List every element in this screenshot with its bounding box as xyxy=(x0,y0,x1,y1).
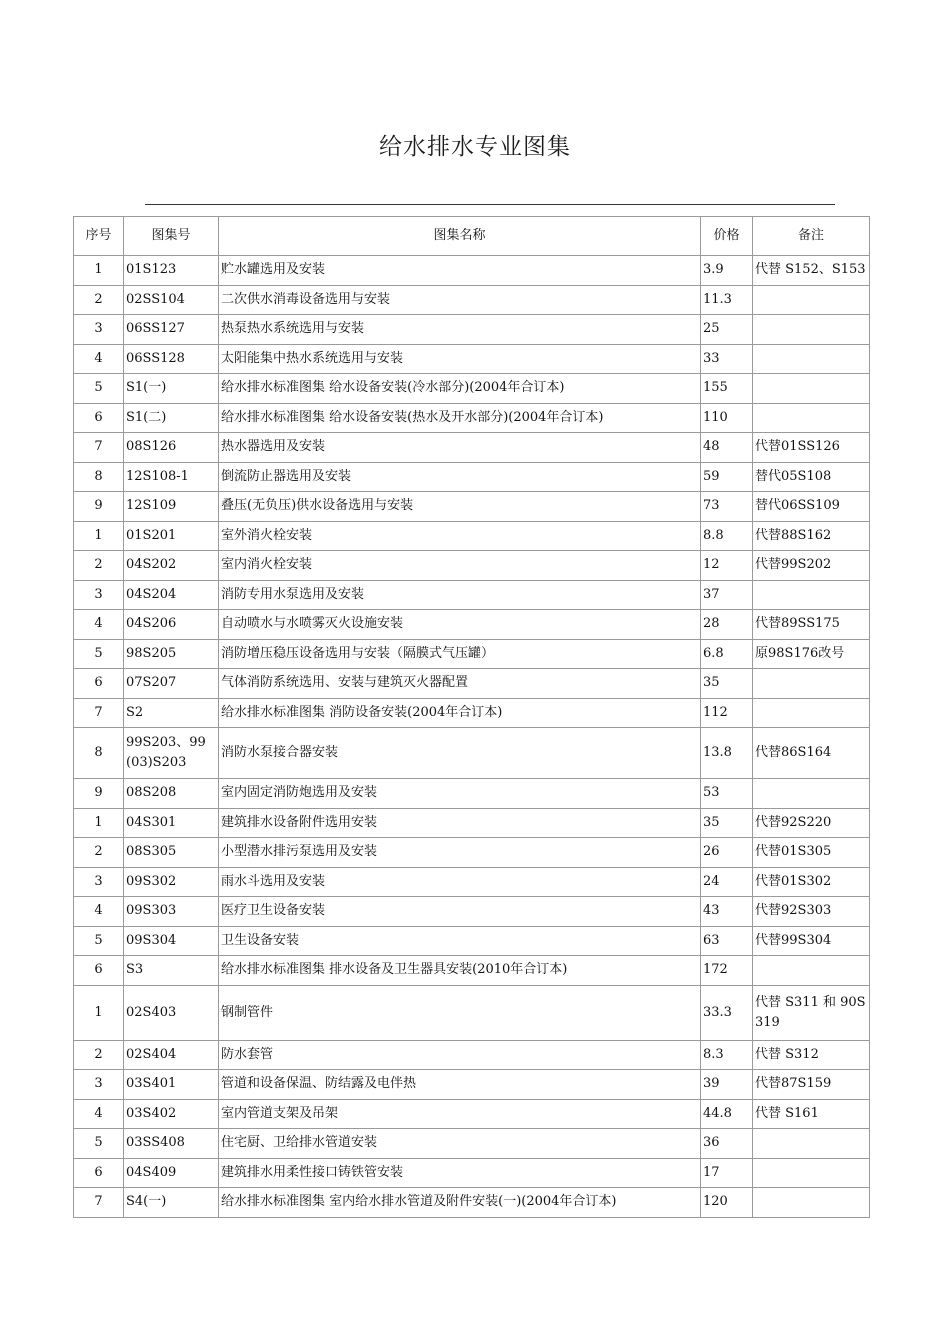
cell-name: 贮水罐选用及安装 xyxy=(219,256,701,286)
cell-note xyxy=(753,403,870,433)
cell-seq: 2 xyxy=(74,551,124,581)
cell-code: 01S123 xyxy=(124,256,219,286)
cell-seq: 2 xyxy=(74,285,124,315)
cell-note: 代替99S202 xyxy=(753,551,870,581)
cell-code: S1(二) xyxy=(124,403,219,433)
cell-code: 03S402 xyxy=(124,1099,219,1129)
table-row xyxy=(74,1188,870,1218)
cell-note xyxy=(753,669,870,699)
cell-name: 倒流防止器选用及安装 xyxy=(219,462,701,492)
cell-name: 二次供水消毒设备选用与安装 xyxy=(219,285,701,315)
cell-name: 钢制管件 xyxy=(219,985,701,1040)
cell-note xyxy=(753,285,870,315)
cell-seq: 4 xyxy=(74,897,124,927)
cell-name: 给水排水标准图集 给水设备安装(冷水部分)(2004年合订本) xyxy=(219,374,701,404)
cell-note xyxy=(753,698,870,728)
cell-code: 01S201 xyxy=(124,521,219,551)
table-row xyxy=(74,956,870,986)
cell-seq: 3 xyxy=(74,315,124,345)
cell-price: 17 xyxy=(701,1158,753,1188)
cell-seq: 4 xyxy=(74,610,124,640)
table-row xyxy=(74,1158,870,1188)
cell-price: 59 xyxy=(701,462,753,492)
cell-price: 53 xyxy=(701,779,753,809)
cell-seq: 1 xyxy=(74,808,124,838)
cell-code: 08S208 xyxy=(124,779,219,809)
cell-code: 07S207 xyxy=(124,669,219,699)
table-row xyxy=(74,580,870,610)
cell-note xyxy=(753,779,870,809)
cell-price: 36 xyxy=(701,1129,753,1159)
cell-code: 02SS104 xyxy=(124,285,219,315)
cell-name: 小型潜水排污泵选用及安装 xyxy=(219,838,701,868)
table-row xyxy=(74,669,870,699)
cell-seq: 1 xyxy=(74,256,124,286)
cell-note: 代替01SS126 xyxy=(753,433,870,463)
cell-code: 03SS408 xyxy=(124,1129,219,1159)
cell-code: 04S409 xyxy=(124,1158,219,1188)
cell-note: 代替01S305 xyxy=(753,838,870,868)
cell-note: 代替89SS175 xyxy=(753,610,870,640)
cell-price: 6.8 xyxy=(701,639,753,669)
cell-note: 代替87S159 xyxy=(753,1070,870,1100)
cell-name: 室内管道支架及吊架 xyxy=(219,1099,701,1129)
cell-code: 03S401 xyxy=(124,1070,219,1100)
atlas-table xyxy=(73,216,870,1218)
cell-note xyxy=(753,315,870,345)
cell-name: 给水排水标准图集 给水设备安装(热水及开水部分)(2004年合订本) xyxy=(219,403,701,433)
cell-code: 02S404 xyxy=(124,1040,219,1070)
cell-name: 建筑排水设备附件选用安装 xyxy=(219,808,701,838)
cell-note xyxy=(753,956,870,986)
cell-note xyxy=(753,344,870,374)
cell-seq: 6 xyxy=(74,669,124,699)
table-row xyxy=(74,926,870,956)
cell-note xyxy=(753,1158,870,1188)
cell-seq: 2 xyxy=(74,1040,124,1070)
cell-price: 155 xyxy=(701,374,753,404)
cell-seq: 9 xyxy=(74,779,124,809)
cell-price: 11.3 xyxy=(701,285,753,315)
cell-name: 医疗卫生设备安装 xyxy=(219,897,701,927)
cell-price: 37 xyxy=(701,580,753,610)
cell-name: 建筑排水用柔性接口铸铁管安装 xyxy=(219,1158,701,1188)
cell-seq: 5 xyxy=(74,926,124,956)
table-row xyxy=(74,1040,870,1070)
cell-name: 消防水泵接合器安装 xyxy=(219,728,701,779)
cell-seq: 4 xyxy=(74,1099,124,1129)
cell-code: 04S202 xyxy=(124,551,219,581)
table-row xyxy=(74,867,870,897)
table-row xyxy=(74,1129,870,1159)
header-code: 图集号 xyxy=(124,217,219,256)
table-row xyxy=(74,521,870,551)
cell-note xyxy=(753,1188,870,1218)
cell-name: 消防专用水泵选用及安装 xyxy=(219,580,701,610)
page-title: 给水排水专业图集 xyxy=(379,134,571,160)
cell-price: 26 xyxy=(701,838,753,868)
table-row xyxy=(74,838,870,868)
cell-code: 09S304 xyxy=(124,926,219,956)
cell-seq: 3 xyxy=(74,580,124,610)
cell-note: 代替01S302 xyxy=(753,867,870,897)
cell-note: 代替 S311 和 90S319 xyxy=(753,985,870,1040)
table-row xyxy=(74,1099,870,1129)
cell-seq: 1 xyxy=(74,521,124,551)
table-row xyxy=(74,728,870,779)
cell-price: 33.3 xyxy=(701,985,753,1040)
table-row xyxy=(74,808,870,838)
table-row xyxy=(74,779,870,809)
table-header-row xyxy=(74,217,870,256)
cell-note: 原98S176改号 xyxy=(753,639,870,669)
cell-seq: 7 xyxy=(74,698,124,728)
cell-price: 35 xyxy=(701,669,753,699)
cell-code: 04S204 xyxy=(124,580,219,610)
cell-name: 给水排水标准图集 室内给水排水管道及附件安装(一)(2004年合订本) xyxy=(219,1188,701,1218)
cell-code: 02S403 xyxy=(124,985,219,1040)
cell-price: 28 xyxy=(701,610,753,640)
table-row xyxy=(74,1070,870,1100)
header-price: 价格 xyxy=(701,217,753,256)
cell-name: 住宅厨、卫给排水管道安装 xyxy=(219,1129,701,1159)
cell-seq: 2 xyxy=(74,838,124,868)
cell-seq: 8 xyxy=(74,728,124,779)
cell-seq: 8 xyxy=(74,462,124,492)
table-row xyxy=(74,985,870,1040)
cell-code: 99S203、99(03)S203 xyxy=(124,728,219,779)
cell-price: 73 xyxy=(701,492,753,522)
cell-name: 太阳能集中热水系统选用与安装 xyxy=(219,344,701,374)
cell-seq: 6 xyxy=(74,403,124,433)
cell-price: 8.3 xyxy=(701,1040,753,1070)
cell-price: 12 xyxy=(701,551,753,581)
cell-name: 给水排水标准图集 排水设备及卫生器具安装(2010年合订本) xyxy=(219,956,701,986)
cell-code: 04S301 xyxy=(124,808,219,838)
cell-note xyxy=(753,374,870,404)
cell-note xyxy=(753,580,870,610)
cell-price: 8.8 xyxy=(701,521,753,551)
cell-seq: 1 xyxy=(74,985,124,1040)
table-body xyxy=(74,256,870,1218)
cell-name: 叠压(无负压)供水设备选用与安装 xyxy=(219,492,701,522)
table-row xyxy=(74,551,870,581)
table-row xyxy=(74,374,870,404)
table-row xyxy=(74,698,870,728)
cell-name: 室外消火栓安装 xyxy=(219,521,701,551)
cell-code: 12S108-1 xyxy=(124,462,219,492)
cell-code: S4(一) xyxy=(124,1188,219,1218)
title-divider xyxy=(145,204,835,205)
cell-code: 12S109 xyxy=(124,492,219,522)
cell-seq: 3 xyxy=(74,867,124,897)
cell-price: 120 xyxy=(701,1188,753,1218)
cell-note: 代替 S161 xyxy=(753,1099,870,1129)
cell-note: 代替92S220 xyxy=(753,808,870,838)
cell-seq: 6 xyxy=(74,956,124,986)
cell-seq: 9 xyxy=(74,492,124,522)
cell-note xyxy=(753,1129,870,1159)
cell-name: 气体消防系统选用、安装与建筑灭火器配置 xyxy=(219,669,701,699)
cell-price: 35 xyxy=(701,808,753,838)
cell-name: 热水器选用及安装 xyxy=(219,433,701,463)
cell-code: 04S206 xyxy=(124,610,219,640)
cell-seq: 3 xyxy=(74,1070,124,1100)
cell-seq: 6 xyxy=(74,1158,124,1188)
table-row xyxy=(74,639,870,669)
cell-name: 室内消火栓安装 xyxy=(219,551,701,581)
cell-seq: 5 xyxy=(74,374,124,404)
header-note: 备注 xyxy=(753,217,870,256)
table-row xyxy=(74,492,870,522)
cell-price: 44.8 xyxy=(701,1099,753,1129)
cell-price: 172 xyxy=(701,956,753,986)
cell-price: 112 xyxy=(701,698,753,728)
cell-name: 热泵热水系统选用与安装 xyxy=(219,315,701,345)
table-row xyxy=(74,403,870,433)
cell-note: 代替86S164 xyxy=(753,728,870,779)
cell-code: 06SS127 xyxy=(124,315,219,345)
cell-code: 08S126 xyxy=(124,433,219,463)
cell-note: 替代06SS109 xyxy=(753,492,870,522)
table-row xyxy=(74,256,870,286)
cell-name: 自动喷水与水喷雾灭火设施安装 xyxy=(219,610,701,640)
cell-seq: 4 xyxy=(74,344,124,374)
cell-seq: 7 xyxy=(74,1188,124,1218)
cell-price: 63 xyxy=(701,926,753,956)
cell-name: 给水排水标准图集 消防设备安装(2004年合订本) xyxy=(219,698,701,728)
header-seq: 序号 xyxy=(74,217,124,256)
cell-note: 代替 S152、S153 xyxy=(753,256,870,286)
cell-name: 雨水斗选用及安装 xyxy=(219,867,701,897)
cell-seq: 5 xyxy=(74,1129,124,1159)
table-row xyxy=(74,433,870,463)
cell-name: 室内固定消防炮选用及安装 xyxy=(219,779,701,809)
cell-seq: 5 xyxy=(74,639,124,669)
cell-price: 13.8 xyxy=(701,728,753,779)
cell-price: 39 xyxy=(701,1070,753,1100)
cell-price: 48 xyxy=(701,433,753,463)
cell-note: 代替92S303 xyxy=(753,897,870,927)
cell-code: S1(一) xyxy=(124,374,219,404)
cell-code: 06SS128 xyxy=(124,344,219,374)
cell-name: 防水套管 xyxy=(219,1040,701,1070)
table-row xyxy=(74,610,870,640)
cell-price: 24 xyxy=(701,867,753,897)
cell-note: 代替99S304 xyxy=(753,926,870,956)
cell-name: 管道和设备保温、防结露及电伴热 xyxy=(219,1070,701,1100)
cell-code: S2 xyxy=(124,698,219,728)
cell-price: 25 xyxy=(701,315,753,345)
cell-code: 09S302 xyxy=(124,867,219,897)
cell-code: 08S305 xyxy=(124,838,219,868)
cell-price: 43 xyxy=(701,897,753,927)
cell-price: 3.9 xyxy=(701,256,753,286)
table-row xyxy=(74,897,870,927)
cell-name: 消防增压稳压设备选用与安装（隔膜式气压罐） xyxy=(219,639,701,669)
cell-note: 代替 S312 xyxy=(753,1040,870,1070)
cell-code: S3 xyxy=(124,956,219,986)
cell-code: 09S303 xyxy=(124,897,219,927)
table-row xyxy=(74,285,870,315)
table-row xyxy=(74,462,870,492)
cell-code: 98S205 xyxy=(124,639,219,669)
cell-price: 33 xyxy=(701,344,753,374)
cell-note: 代替88S162 xyxy=(753,521,870,551)
table-row xyxy=(74,315,870,345)
table-row xyxy=(74,344,870,374)
cell-price: 110 xyxy=(701,403,753,433)
cell-name: 卫生设备安装 xyxy=(219,926,701,956)
cell-note: 替代05S108 xyxy=(753,462,870,492)
cell-seq: 7 xyxy=(74,433,124,463)
header-name: 图集名称 xyxy=(219,217,701,256)
